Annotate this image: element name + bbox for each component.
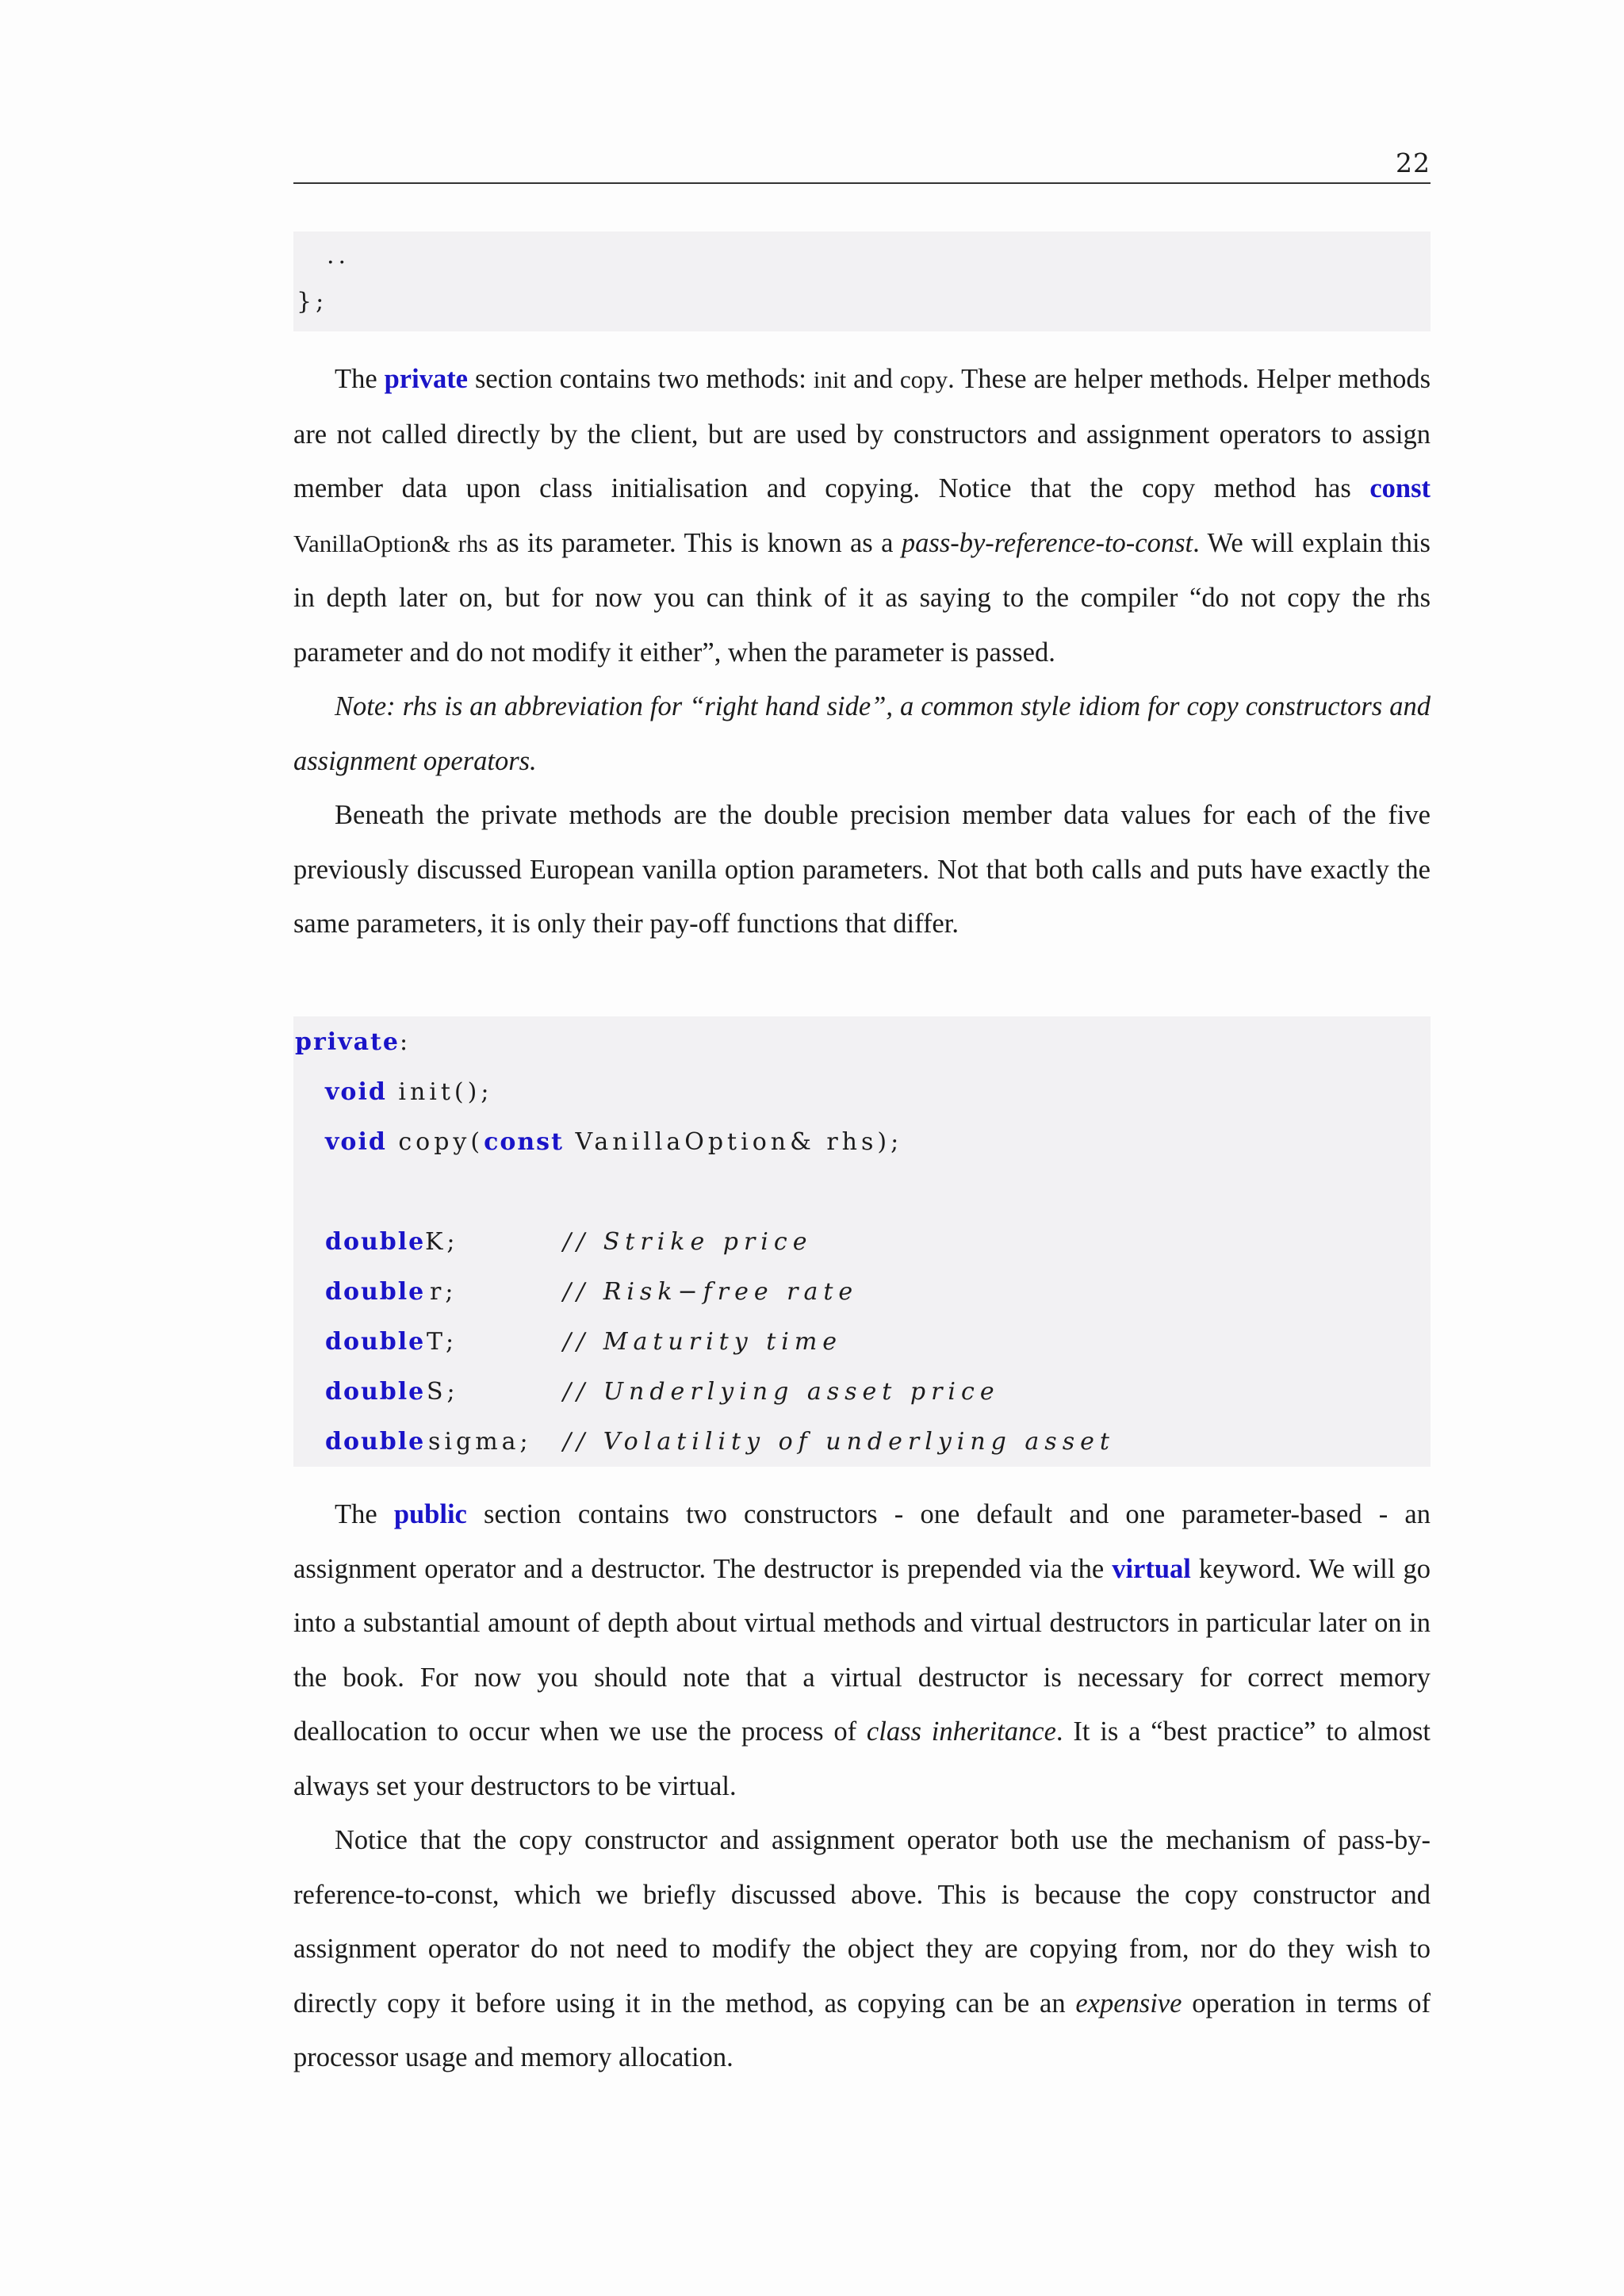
body-text-upper <box>293 352 1431 951</box>
header-rule <box>293 182 1431 184</box>
keyword: private <box>295 1028 400 1056</box>
emphasis: class inheritance <box>866 1716 1056 1747</box>
keyword: double <box>325 1328 426 1356</box>
body-text-lower <box>293 1487 1431 2085</box>
code-line <box>325 1223 425 1262</box>
keyword: double <box>325 1428 426 1456</box>
code-line: K; <box>425 1228 459 1256</box>
paragraph: The private section contains two methods: init and copy. These are helper methods. Helper methods are not called directly by the client, but are used by constructors and assignment operators to assign member data upon class initialisation and copying. Notice that the copy method has const VanillaOption& rhs as its parameter. This is known as a pass-by-reference-to-const. We will explain this in depth later on, but for now you can think of it as saying to the compiler “do not copy the rhs parameter and do not modify it either”, when the parameter is passed. <box>293 364 1431 668</box>
code-line: }; <box>297 288 328 316</box>
keyword: double <box>325 1228 426 1256</box>
code-comment: // Strike price <box>563 1228 813 1256</box>
code-line: r; <box>430 1278 458 1306</box>
code-line: void copy(const VanillaOption& rhs); <box>325 1128 903 1156</box>
code-init: init <box>813 365 847 393</box>
paragraph: The public section contains two constructors - one default and one parameter-based - an assignment operator and a destructor. The destructor is prepended via the virtual keyword. We will go into a substantial amount of depth about virtual methods and virtual destructors in particular later on in the book. For now you should note that a virtual destructor is necessary for correct memory deallocation to occur when we use the process of class inheritance. It is a “best practice” to almost always set your destructors to be virtual. <box>293 1499 1431 1801</box>
code-copy: copy <box>899 365 948 393</box>
code-comment: // Risk−free rate <box>563 1278 859 1306</box>
code-line <box>325 1422 425 1462</box>
keyword: double <box>325 1378 426 1406</box>
keyword-public: public <box>393 1499 467 1529</box>
code-comment: // Volatility of underlying asset <box>563 1428 1115 1456</box>
code-line: .. <box>327 242 350 270</box>
note-paragraph: Note: rhs is an abbreviation for “right hand side”, a common style idiom for copy constructors and assignment operators. <box>293 691 1431 776</box>
keyword-virtual: virtual <box>1112 1553 1191 1584</box>
keyword: void <box>325 1128 387 1156</box>
code-line: S; <box>427 1378 459 1406</box>
code-line: private: <box>295 1028 412 1056</box>
page-number: 22 <box>1396 147 1431 178</box>
code-line <box>325 1272 425 1312</box>
code-block-private <box>293 1016 1431 1467</box>
code-comment: // Underlying asset price <box>563 1378 1000 1406</box>
paragraph: Beneath the private methods are the double precision member data values for each of the five previously discussed European vanilla option parameters. Not that both calls and puts have exactly the same parameters, it is only their pay-off functions that differ. <box>293 800 1431 939</box>
paragraph: Notice that the copy constructor and assignment operator both use the mechanism of pass-by-reference-to-const, which we briefly discussed above. This is because the copy constructor and assignment operator do not need to modify the object they are copying from, nor do they wish to directly copy it before using it in the method, as copying can be an expensive operation in terms of processor usage and memory allocation. <box>293 1825 1431 2072</box>
keyword: void <box>325 1078 387 1106</box>
code-line: sigma; <box>428 1428 532 1456</box>
keyword: double <box>325 1278 426 1306</box>
code-line: void init(); <box>325 1078 493 1106</box>
keyword-private: private <box>384 364 468 394</box>
emphasis: pass-by-reference-to-const <box>901 527 1193 558</box>
keyword: const <box>484 1128 564 1156</box>
code-param: VanillaOption& rhs <box>293 529 488 557</box>
emphasis: expensive <box>1075 1988 1182 2019</box>
code-line <box>325 1372 425 1412</box>
code-comment: // Maturity time <box>563 1328 843 1356</box>
keyword-const: const <box>1369 473 1431 503</box>
code-line <box>325 1322 425 1362</box>
code-line: T; <box>427 1328 458 1356</box>
code-block-top <box>293 232 1431 331</box>
